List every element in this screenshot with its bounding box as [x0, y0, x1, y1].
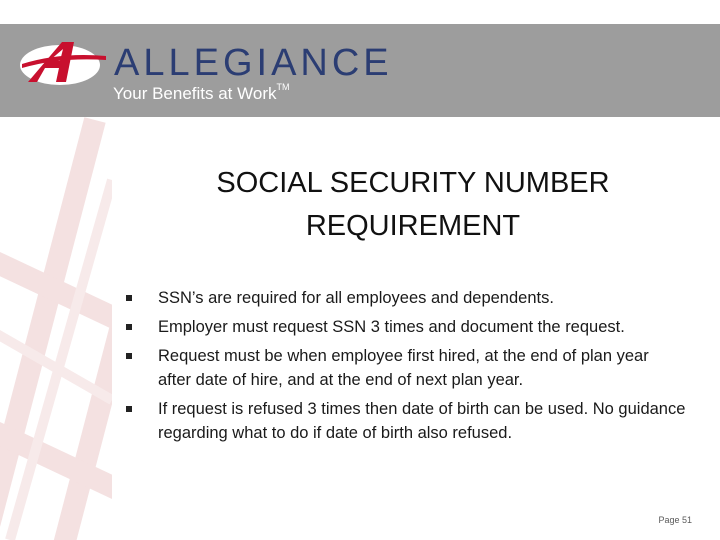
- bullet-item: [126, 315, 686, 339]
- bullet-text: Employer must request SSN 3 times and document the request.: [158, 318, 625, 336]
- brand-name: ALLEGIANCE: [114, 42, 393, 84]
- slide-title: SOCIAL SECURITY NUMBER REQUIREMENT: [216, 167, 610, 242]
- bullet-list: [126, 286, 686, 450]
- trademark-mark: TM: [276, 82, 290, 92]
- tagline-text: Your Benefits at Work: [113, 84, 277, 103]
- brand-tagline: [113, 82, 290, 103]
- square-bullet-icon: [126, 353, 132, 359]
- bullet-text: Request must be when employee first hired, at the end of plan year after date of hire, and at the end of next plan year.: [158, 347, 649, 389]
- square-bullet-icon: [126, 324, 132, 330]
- square-bullet-icon: [126, 295, 132, 301]
- bullet-item: [126, 286, 686, 310]
- square-bullet-icon: [126, 406, 132, 412]
- bullet-text: SSN’s are required for all employees and dependents.: [158, 289, 554, 307]
- bullet-item: [126, 397, 686, 445]
- page-number: Page 51: [658, 515, 692, 525]
- bullet-text: If request is refused 3 times then date of birth can be used. No guidance regarding what to do if date of birth also refused.: [158, 400, 686, 442]
- bullet-item: [126, 344, 686, 392]
- allegiance-a-logo-icon: [20, 38, 110, 93]
